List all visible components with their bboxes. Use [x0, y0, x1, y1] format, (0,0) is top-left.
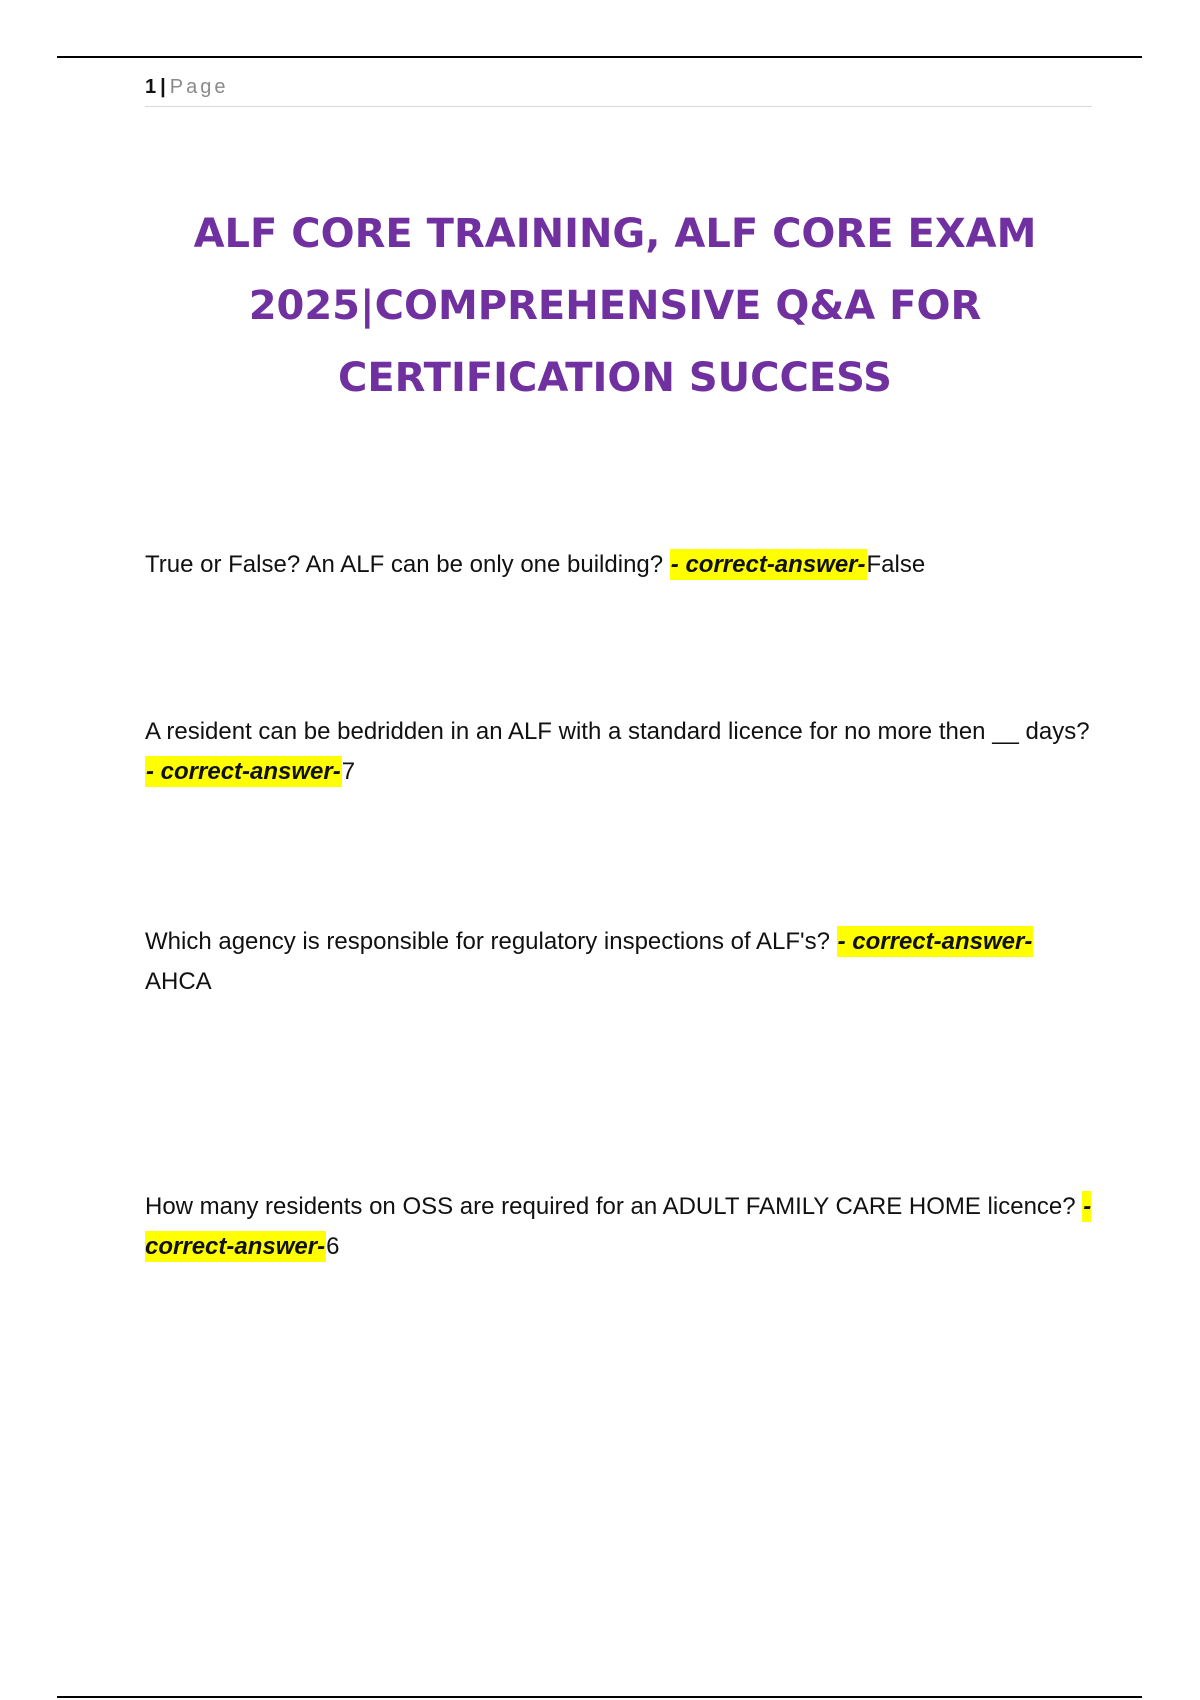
page-header [145, 74, 1092, 107]
bottom-rule [57, 1696, 1142, 1698]
title-line-2: 2025|COMPREHENSIVE Q&A FOR [248, 283, 982, 329]
answer-text: False [866, 551, 926, 578]
question-text: Which agency is responsible for regulatory inspections of ALF's? [145, 928, 830, 955]
qa-item-1 [145, 545, 1095, 585]
answer-text: AHCA [145, 968, 212, 995]
title-line-1: ALF CORE TRAINING, ALF CORE EXAM [193, 211, 1037, 257]
title-line-3: CERTIFICATION SUCCESS [338, 355, 892, 401]
page-word: Page [169, 76, 229, 98]
correct-answer-marker: - correct-answer- [837, 928, 1033, 955]
question-text: A resident can be bedridden in an ALF with a standard licence for no more then __ days? [145, 718, 1090, 745]
answer-text: 7 [341, 758, 356, 785]
page-separator: | [160, 76, 166, 98]
question-text: True or False? An ALF can be only one building? [145, 551, 664, 578]
answer-text: 6 [326, 1233, 340, 1260]
page-number: 1 [145, 76, 157, 98]
qa-item-4 [145, 1187, 1095, 1267]
correct-answer-marker: - correct-answer- [146, 758, 341, 785]
top-rule [57, 56, 1142, 58]
question-text: How many residents on OSS are required for an ADULT FAMILY CARE HOME licence? [145, 1193, 1076, 1220]
document-title [120, 198, 1110, 414]
correct-answer-marker: - correct-answer- [145, 1193, 1092, 1260]
correct-answer-marker: - correct-answer- [670, 551, 866, 578]
qa-item-2 [145, 712, 1095, 792]
qa-item-3 [145, 922, 1095, 1002]
